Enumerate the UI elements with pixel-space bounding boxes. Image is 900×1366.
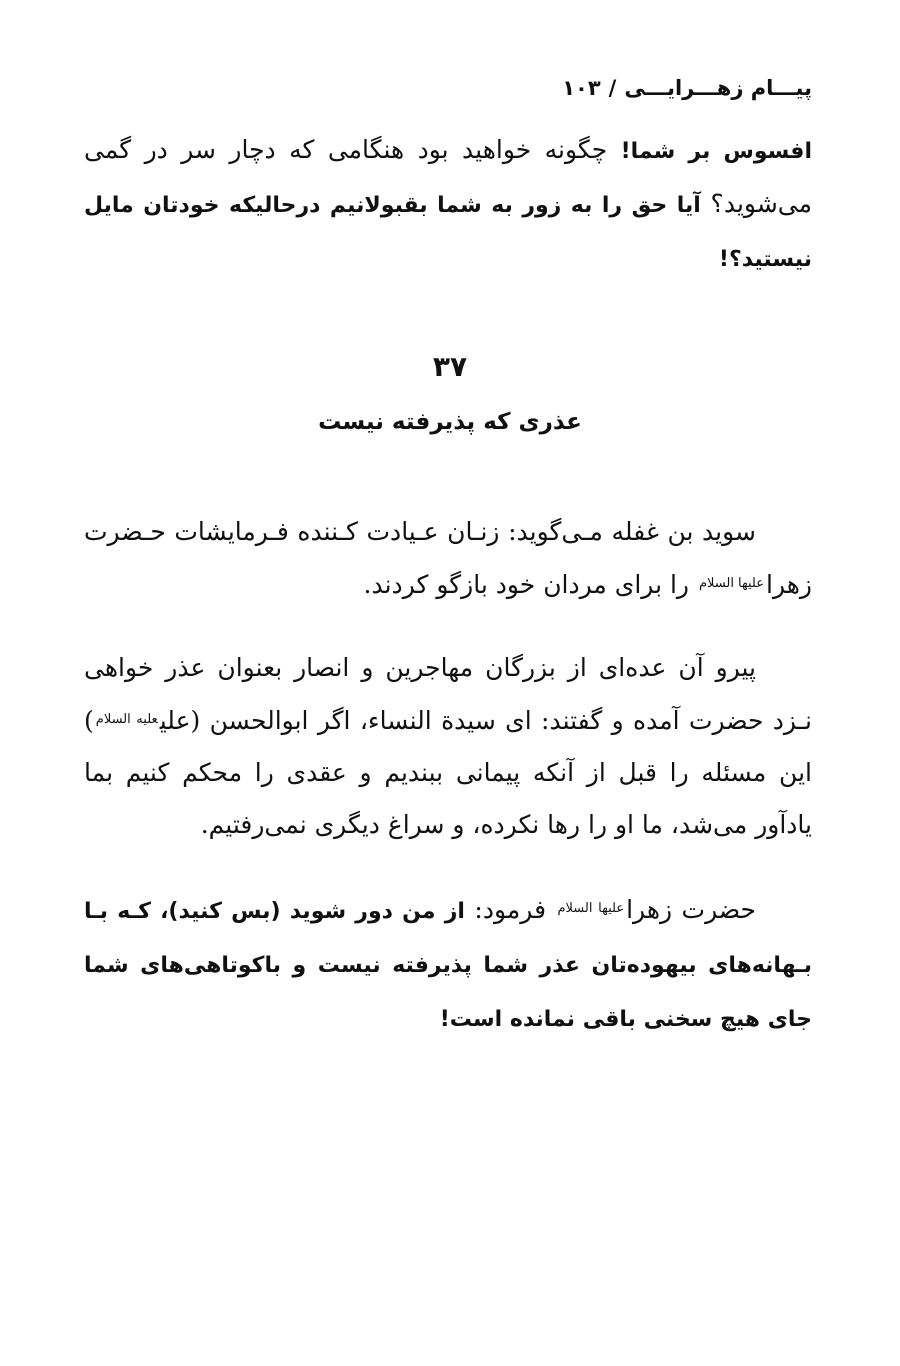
continued-paragraph <box>84 124 812 286</box>
paragraph-text: پیرو آن عده‌ای از بزرگان مهاجرین و انصار بعنوان عذر خواهی نـزد حضرت آمده و گفتند: ای سیدة النساء، اگر ابوالحسن (علی <box>84 653 812 735</box>
paragraph-text: چگونه خواهید بود هنگامی که دچار سر در گمی می‌شوید؟ <box>84 135 813 218</box>
bold-quote: از من دور شوید (بس کنید)، کـه بـا بـهانه‌های بیهوده‌تان عذر شما پذیرفته نیست و باکوتاهی‌های شما جای هیچ سخنی باقی نمانده است! <box>84 899 812 1032</box>
honorific-mark: عليه السلام <box>95 712 158 727</box>
paragraph-text: را برای مردان خود بازگو کردند. <box>363 570 697 599</box>
paragraph-3 <box>84 883 812 1046</box>
paragraph-1 <box>84 506 812 611</box>
paragraph-text: ) این مسئله را قبل از آنکه پیمانی ببندیم و عقدی را محکم کنیم بما یادآور می‌شد، ما او را رها نکرده، و سراغ دیگری نمی‌رفتیم. <box>84 706 812 839</box>
book-title: پیـــام زهـــرایـــی <box>624 76 812 100</box>
bold-exclamation: افسوس بر شما! <box>620 139 812 164</box>
paragraph-text: فرمود: <box>464 895 556 924</box>
header-separator: / <box>608 76 617 100</box>
honorific-mark: عليها السلام <box>557 901 625 916</box>
running-header <box>562 68 812 108</box>
chapter-title: عذری که پذیرفته نیست <box>318 409 582 435</box>
paragraph-2 <box>84 642 812 851</box>
paragraph-text: حضرت زهرا <box>626 895 757 924</box>
chapter-number: ۳۷ <box>432 350 468 383</box>
paragraph-text: سوید بن غفله مـی‌گوید: زنـان عـیادت کـننده فـرمایشات حـضرت زهرا <box>84 517 812 599</box>
honorific-mark: عليها السلام <box>698 576 764 591</box>
bold-question: آیا حق را به زور به شما بقبولانیم درحالیکه خودتان مایل نیستید؟! <box>84 193 812 272</box>
page-number: ۱۰۳ <box>562 76 601 100</box>
